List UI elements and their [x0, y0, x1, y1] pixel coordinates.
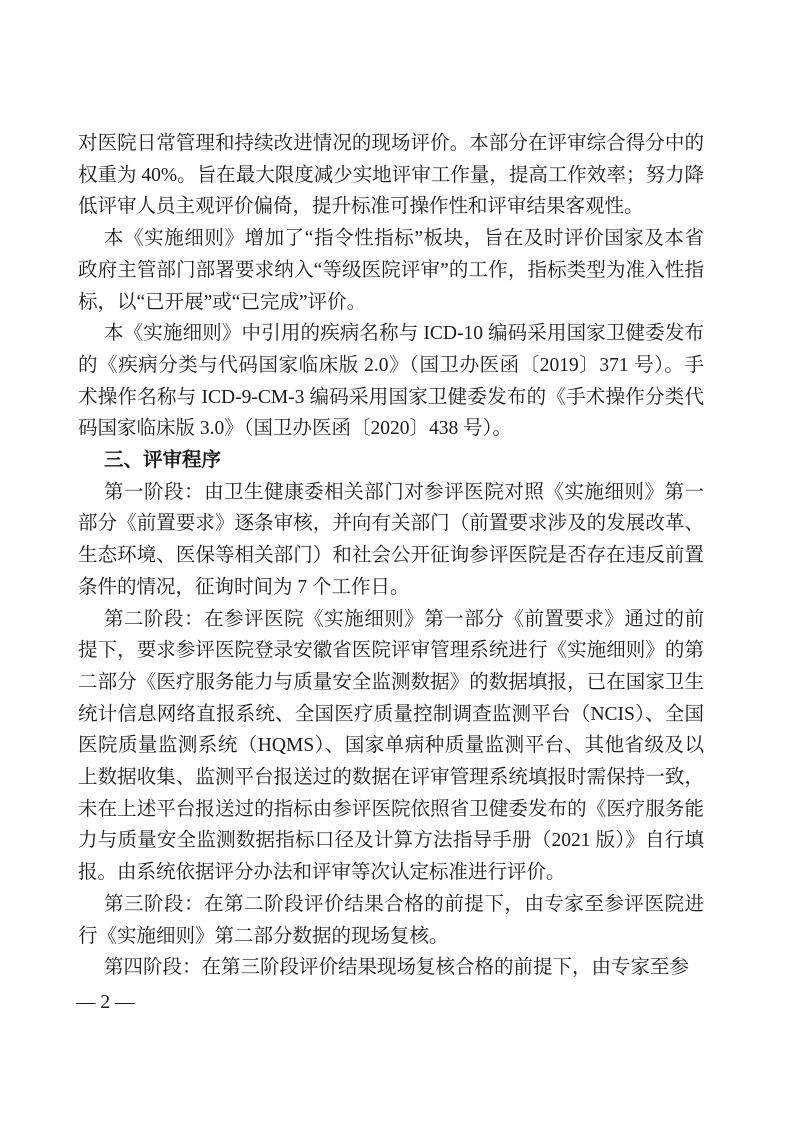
- paragraph-directive-indicators: 本《实施细则》增加了“指令性指标”板块，旨在及时评价国家及本省政府主管部门部署要求纳入“等级医院评审”的工作，指标类型为准入性指标，以“已开展”或“已完成”评价。: [78, 228, 704, 313]
- paragraph-onsite-evaluation-weight: 对医院日常管理和持续改进情况的现场评价。本部分在评审综合得分中的权重为 40%。旨在最大限度减少实地评审工作量，提高工作效率；努力降低评审人员主观评价偏倚，提升标准可操作性和评审结果客观性。: [78, 133, 704, 218]
- paragraph-stage-three: 第三阶段：在第二阶段评价结果合格的前提下，由专家至参评医院进行《实施细则》第二部分数据的现场复核。: [78, 893, 704, 947]
- paragraph-icd-coding: 本《实施细则》中引用的疾病名称与 ICD-10 编码采用国家卫健委发布的《疾病分类与代码国家临床版 2.0》（国卫办医函〔2019〕371 号）。手术操作名称与 ICD-9-CM-3 编码采用国家卫健委发布的《手术操作分类代码国家临床版 3.0》（国卫办医函〔2020〕438 号）。: [78, 323, 704, 440]
- paragraph-stage-four: 第四阶段：在第三阶段评价结果现场复核合格的前提下，由专家至参: [104, 957, 690, 979]
- section-heading-review-procedure: 三、评审程序: [104, 449, 222, 472]
- document-body: [78, 128, 704, 984]
- paragraph-stage-one: 第一阶段：由卫生健康委相关部门对参评医院对照《实施细则》第一部分《前置要求》逐条审核，并向有关部门（前置要求涉及的发展改革、生态环境、医保等相关部门）和社会公开征询参评医院是否存在违反前置条件的情况，征询时间为 7 个工作日。: [78, 481, 704, 598]
- paragraph-stage-two: 第二阶段：在参评医院《实施细则》第一部分《前置要求》通过的前提下，要求参评医院登录安徽省医院评审管理系统进行《实施细则》的第二部分《医疗服务能力与质量安全监测数据》的数据填报，已在国家卫生统计信息网络直报系统、全国医疗质量控制调查监测平台（NCIS）、全国医院质量监测系统（HQMS）、国家单病种质量监测平台、其他省级及以上数据收集、监测平台报送过的数据在评审管理系统填报时需保持一致，未在上述平台报送过的指标由参评医院依照省卫健委发布的《医疗服务能力与质量安全监测数据指标口径及计算方法指导手册（2021 版）》自行填报。由系统依据评分办法和评审等次认定标准进行评价。: [78, 608, 704, 884]
- page-number: — 2 —: [76, 992, 135, 1013]
